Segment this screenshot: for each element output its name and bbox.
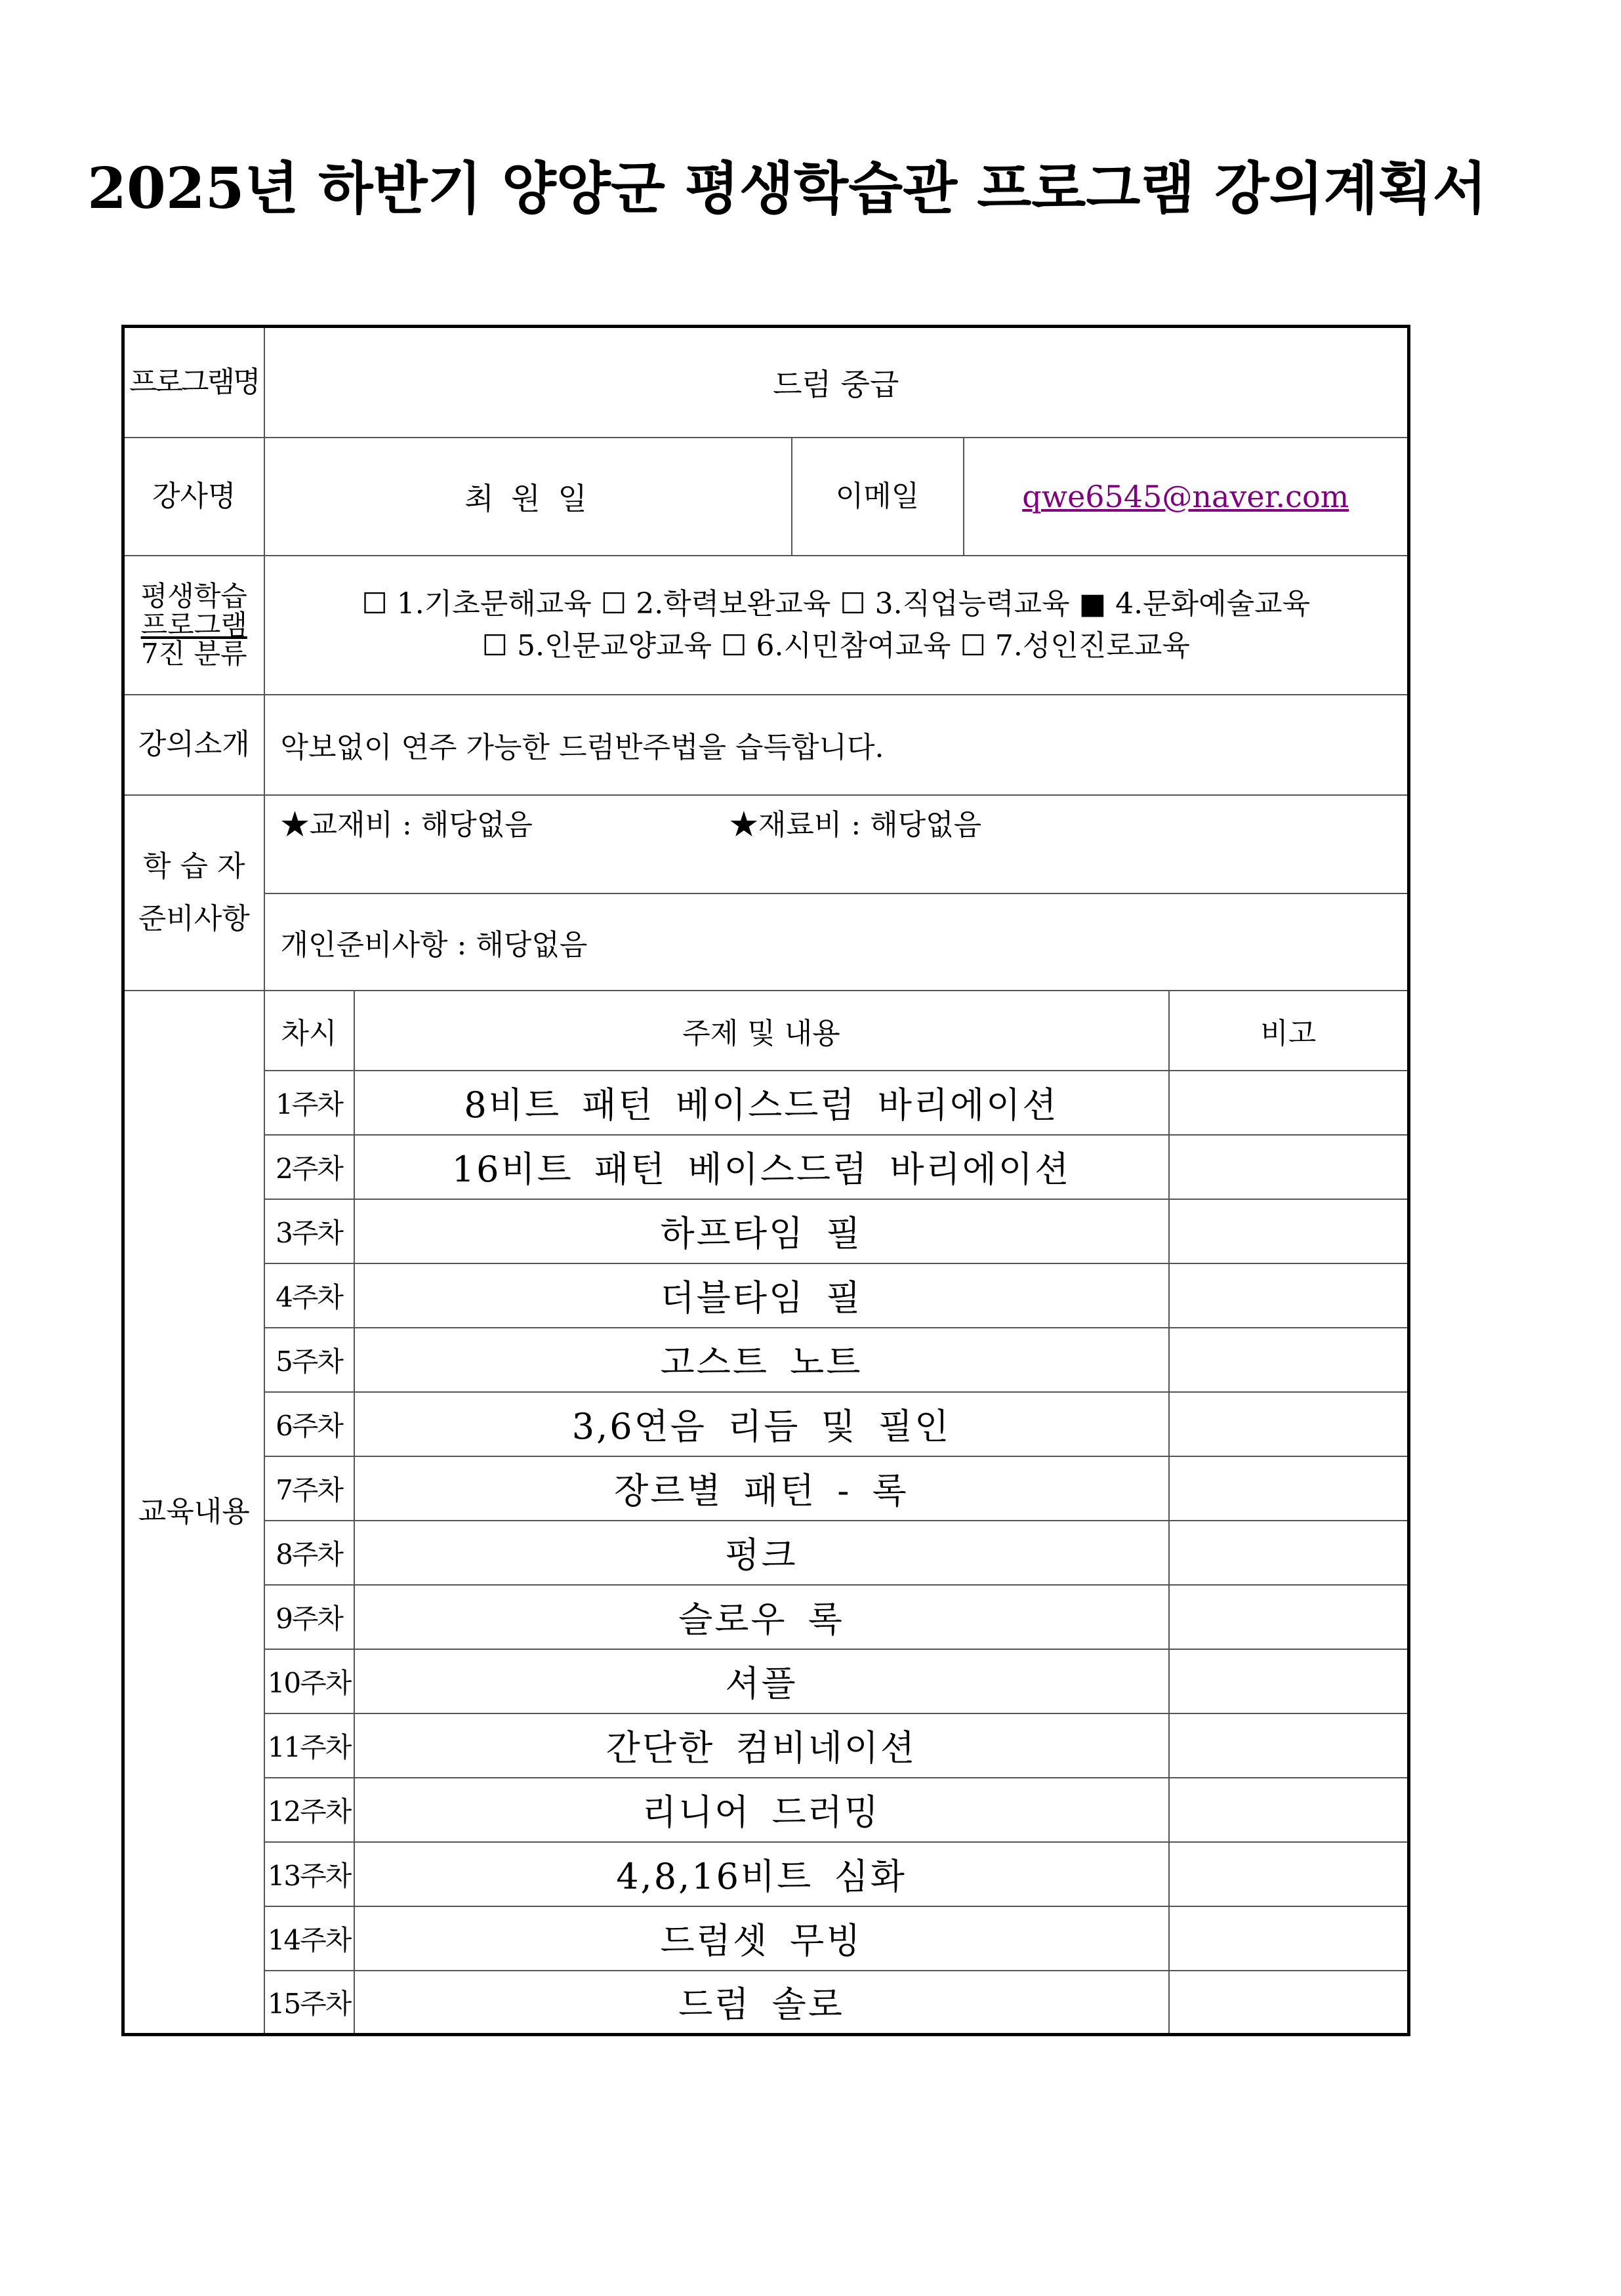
col-note-header: 비고 bbox=[1169, 991, 1409, 1071]
program-name-label: 프로그램명 bbox=[123, 327, 264, 438]
col-session-header: 차시 bbox=[264, 991, 354, 1071]
category-options-line2[interactable]: ☐ 5.인문교양교육 ☐ 6.시민참여교육 ☐ 7.성인진로교육 bbox=[482, 628, 1190, 663]
instructor-label: 강사명 bbox=[123, 438, 264, 556]
category-label-line1: 평생학습 bbox=[140, 579, 247, 612]
week-cell: 13주차 bbox=[264, 1842, 354, 1906]
note-cell bbox=[1169, 1906, 1409, 1971]
week-cell: 14주차 bbox=[264, 1906, 354, 1971]
table-row bbox=[123, 1328, 1409, 1392]
email-cell bbox=[964, 438, 1409, 556]
table-row bbox=[123, 1906, 1409, 1971]
table-row bbox=[123, 1778, 1409, 1842]
topic-cell: 드럼셋 무빙 bbox=[354, 1906, 1169, 1971]
category-options bbox=[264, 556, 1409, 695]
note-cell bbox=[1169, 1521, 1409, 1585]
note-cell bbox=[1169, 1971, 1409, 2035]
topic-cell: 펑크 bbox=[354, 1521, 1169, 1585]
topic-cell: 4,8,16비트 심화 bbox=[354, 1842, 1169, 1906]
table-row bbox=[123, 1392, 1409, 1456]
week-cell: 11주차 bbox=[264, 1713, 354, 1778]
week-cell: 12주차 bbox=[264, 1778, 354, 1842]
note-cell bbox=[1169, 1135, 1409, 1199]
personal-prep: 개인준비사항 : 해당없음 bbox=[264, 893, 1409, 991]
table-row bbox=[123, 1135, 1409, 1199]
topic-cell: 더블타임 필 bbox=[354, 1263, 1169, 1328]
table-row bbox=[123, 1521, 1409, 1585]
table-row bbox=[123, 1071, 1409, 1135]
prep-label-line2: 준비사항 bbox=[138, 901, 250, 935]
topic-cell: 리니어 드러밍 bbox=[354, 1778, 1169, 1842]
category-options-line1[interactable]: ☐ 1.기초문해교육 ☐ 2.학력보완교육 ☐ 3.직업능력교육 ■ 4.문화예술교육 bbox=[361, 586, 1311, 621]
prep-row-1 bbox=[123, 795, 1409, 893]
table-row bbox=[123, 1585, 1409, 1649]
table-row bbox=[123, 1713, 1409, 1778]
topic-cell: 간단한 컴비네이션 bbox=[354, 1713, 1169, 1778]
week-cell: 7주차 bbox=[264, 1456, 354, 1521]
page-title: 2025년 하반기 양양군 평생학습관 프로그램 강의계획서 bbox=[87, 155, 1487, 222]
week-cell: 1주차 bbox=[264, 1071, 354, 1135]
intro-label: 강의소개 bbox=[123, 695, 264, 795]
email-link[interactable]: qwe6545@naver.com bbox=[1022, 478, 1349, 514]
topic-cell: 16비트 패턴 베이스드럼 바리에이션 bbox=[354, 1135, 1169, 1199]
note-cell bbox=[1169, 1392, 1409, 1456]
note-cell bbox=[1169, 1263, 1409, 1328]
table-row bbox=[123, 1263, 1409, 1328]
intro-row bbox=[123, 695, 1409, 795]
topic-cell: 8비트 패턴 베이스드럼 바리에이션 bbox=[354, 1071, 1169, 1135]
program-name-value: 드럼 중급 bbox=[264, 327, 1409, 438]
textbook-cost: ★교재비 : 해당없음 bbox=[280, 808, 533, 842]
week-cell: 5주차 bbox=[264, 1328, 354, 1392]
table-row bbox=[123, 1842, 1409, 1906]
material-cost: ★재료비 : 해당없음 bbox=[729, 808, 982, 842]
topic-cell: 장르별 패턴 - 록 bbox=[354, 1456, 1169, 1521]
category-row bbox=[123, 556, 1409, 695]
email-label: 이메일 bbox=[792, 438, 964, 556]
topic-cell: 3,6연음 리듬 및 필인 bbox=[354, 1392, 1169, 1456]
note-cell bbox=[1169, 1778, 1409, 1842]
note-cell bbox=[1169, 1585, 1409, 1649]
note-cell bbox=[1169, 1199, 1409, 1263]
prep-label-line1: 학 습 자 bbox=[143, 849, 245, 883]
week-cell: 2주차 bbox=[264, 1135, 354, 1199]
table-row bbox=[123, 1456, 1409, 1521]
curriculum-header-row bbox=[123, 991, 1409, 1071]
note-cell bbox=[1169, 1328, 1409, 1392]
week-cell: 4주차 bbox=[264, 1263, 354, 1328]
week-cell: 15주차 bbox=[264, 1971, 354, 2035]
curriculum-label: 교육내용 bbox=[123, 991, 264, 2035]
prep-label bbox=[123, 795, 264, 991]
topic-cell: 슬로우 록 bbox=[354, 1585, 1169, 1649]
note-cell bbox=[1169, 1842, 1409, 1906]
program-row bbox=[123, 327, 1409, 438]
topic-cell: 하프타임 필 bbox=[354, 1199, 1169, 1263]
note-cell bbox=[1169, 1649, 1409, 1713]
note-cell bbox=[1169, 1071, 1409, 1135]
intro-value: 악보없이 연주 가능한 드럼반주법을 습득합니다. bbox=[264, 695, 1409, 795]
category-label-line3: 7진 분류 bbox=[140, 637, 247, 670]
week-cell: 9주차 bbox=[264, 1585, 354, 1649]
category-label-line2: 프로그램 bbox=[140, 608, 247, 641]
table-row bbox=[123, 1971, 1409, 2035]
category-label bbox=[123, 556, 264, 695]
week-cell: 6주차 bbox=[264, 1392, 354, 1456]
week-cell: 10주차 bbox=[264, 1649, 354, 1713]
table-row bbox=[123, 1649, 1409, 1713]
topic-cell: 드럼 솔로 bbox=[354, 1971, 1169, 2035]
week-cell: 8주차 bbox=[264, 1521, 354, 1585]
note-cell bbox=[1169, 1456, 1409, 1521]
note-cell bbox=[1169, 1713, 1409, 1778]
lecture-plan-table bbox=[121, 325, 1410, 2036]
instructor-name: 최 원 일 bbox=[264, 438, 792, 556]
prep-costs bbox=[264, 795, 1409, 893]
week-cell: 3주차 bbox=[264, 1199, 354, 1263]
col-topic-header: 주제 및 내용 bbox=[354, 991, 1169, 1071]
prep-row-2 bbox=[123, 893, 1409, 991]
topic-cell: 고스트 노트 bbox=[354, 1328, 1169, 1392]
instructor-row bbox=[123, 438, 1409, 556]
topic-cell: 셔플 bbox=[354, 1649, 1169, 1713]
table-row bbox=[123, 1199, 1409, 1263]
